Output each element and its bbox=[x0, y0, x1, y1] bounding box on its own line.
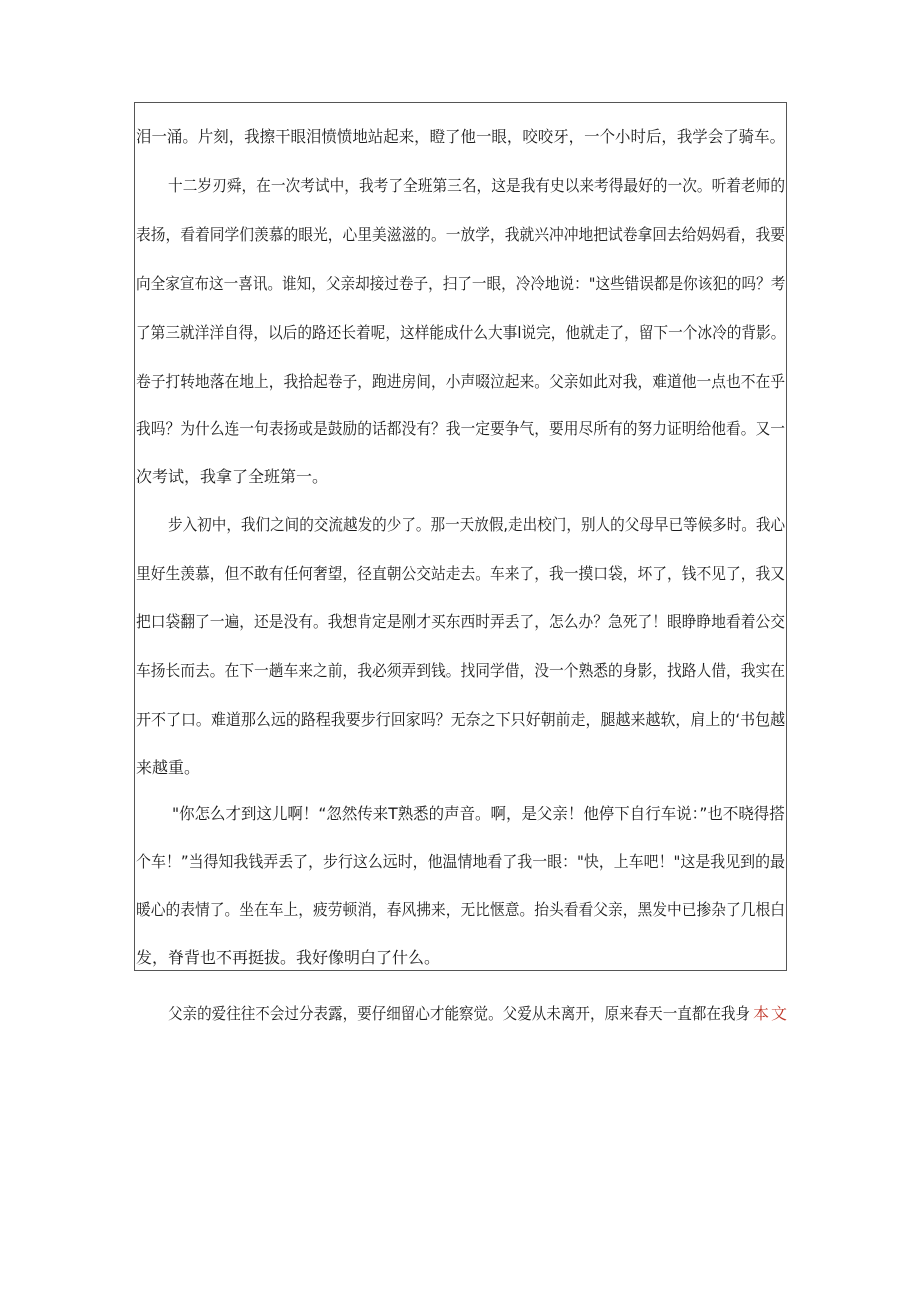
text-line: 个车！”当得知我钱弄丢了，步行这么远时，他温情地看了我一眼："快，上车吧！"这是我见到的最 bbox=[136, 852, 786, 871]
text-line: 开不了口。难道那么远的路程我要步行回家吗？无奈之下只好朝前走，腿越来越软，肩上的‘书包越 bbox=[136, 710, 786, 729]
text-line: 十二岁刃舜，在一次考试中，我考了全班第三名，这是我有史以来考得最好的一次。听着老师的 bbox=[168, 176, 786, 195]
text-line: 发，脊背也不再挺拔。我好像明白了什么。 bbox=[136, 948, 441, 967]
text-line: 我吗？为什么连一句表扬或是鼓励的话都没有？我一定要争气，要用尽所有的努力证明给他看。又一 bbox=[136, 419, 786, 438]
text-line: 泪一涌。片刻，我擦干眼泪愤愤地站起来，瞪了他一眼，咬咬牙，一个小时后，我学会了骑车。 bbox=[136, 127, 786, 146]
text-line: 表扬，看着同学们羡慕的眼光，心里美滋滋的。一放学，我就兴冲冲地把试卷拿回去给妈妈看，我要 bbox=[136, 225, 786, 244]
text-line: 次考试，我拿了全班第一。 bbox=[136, 467, 329, 486]
text-line: "你怎么才到这儿啊！“忽然传来T熟悉的声音。啊，是父亲！他停下自行车说：”也不晓得搭 bbox=[172, 804, 785, 823]
text-line: 车扬长而去。在下一趟车来之前，我必须弄到钱。找同学借，没一个熟悉的身影，找路人借，我实在 bbox=[136, 661, 786, 680]
watermark-text: 本文 bbox=[753, 1004, 790, 1023]
text-line: 了第三就洋洋自得，以后的路还长着呢，这样能成什么大事l说完，他就走了，留下一个冰冷的背影。 bbox=[136, 323, 786, 342]
text-line: 步入初中，我们之间的交流越发的少了。那一天放假,走出校门，别人的父母早已等候多时。我心 bbox=[168, 515, 786, 534]
text-line: 来越重。 bbox=[136, 758, 201, 777]
text-line: 把口袋翻了一遍，还是没有。我想肯定是刚才买东西时弄丢了，怎么办？急死了！眼睁睁地看着公交 bbox=[136, 612, 786, 631]
text-line: 暖心的表情了。坐在车上，疲劳顿消，春风拂来，无比惬意。抬头看看父亲，黑发中已掺杂了几根白 bbox=[136, 900, 786, 919]
text-line: 卷子打转地落在地上，我拾起卷子，跑进房间，小声啜泣起来。父亲如此对我，难道他一点也不在乎 bbox=[136, 372, 786, 391]
text-line: 向全家宣布这一喜讯。谁知，父亲却接过卷子，扫了一眼，冷冷地说："这些错误都是你该犯的吗？考 bbox=[136, 274, 786, 293]
closing-text-line: 父亲的爱往往不会过分表露，要仔细留心才能察觉。父爱从未离开，原来春天一直都在我身 bbox=[168, 1004, 751, 1023]
text-line: 里好生羡慕，但不敢有任何奢望，径直朝公交站走去。车来了，我一摸口袋，坏了，钱不见了，我又 bbox=[136, 564, 786, 583]
